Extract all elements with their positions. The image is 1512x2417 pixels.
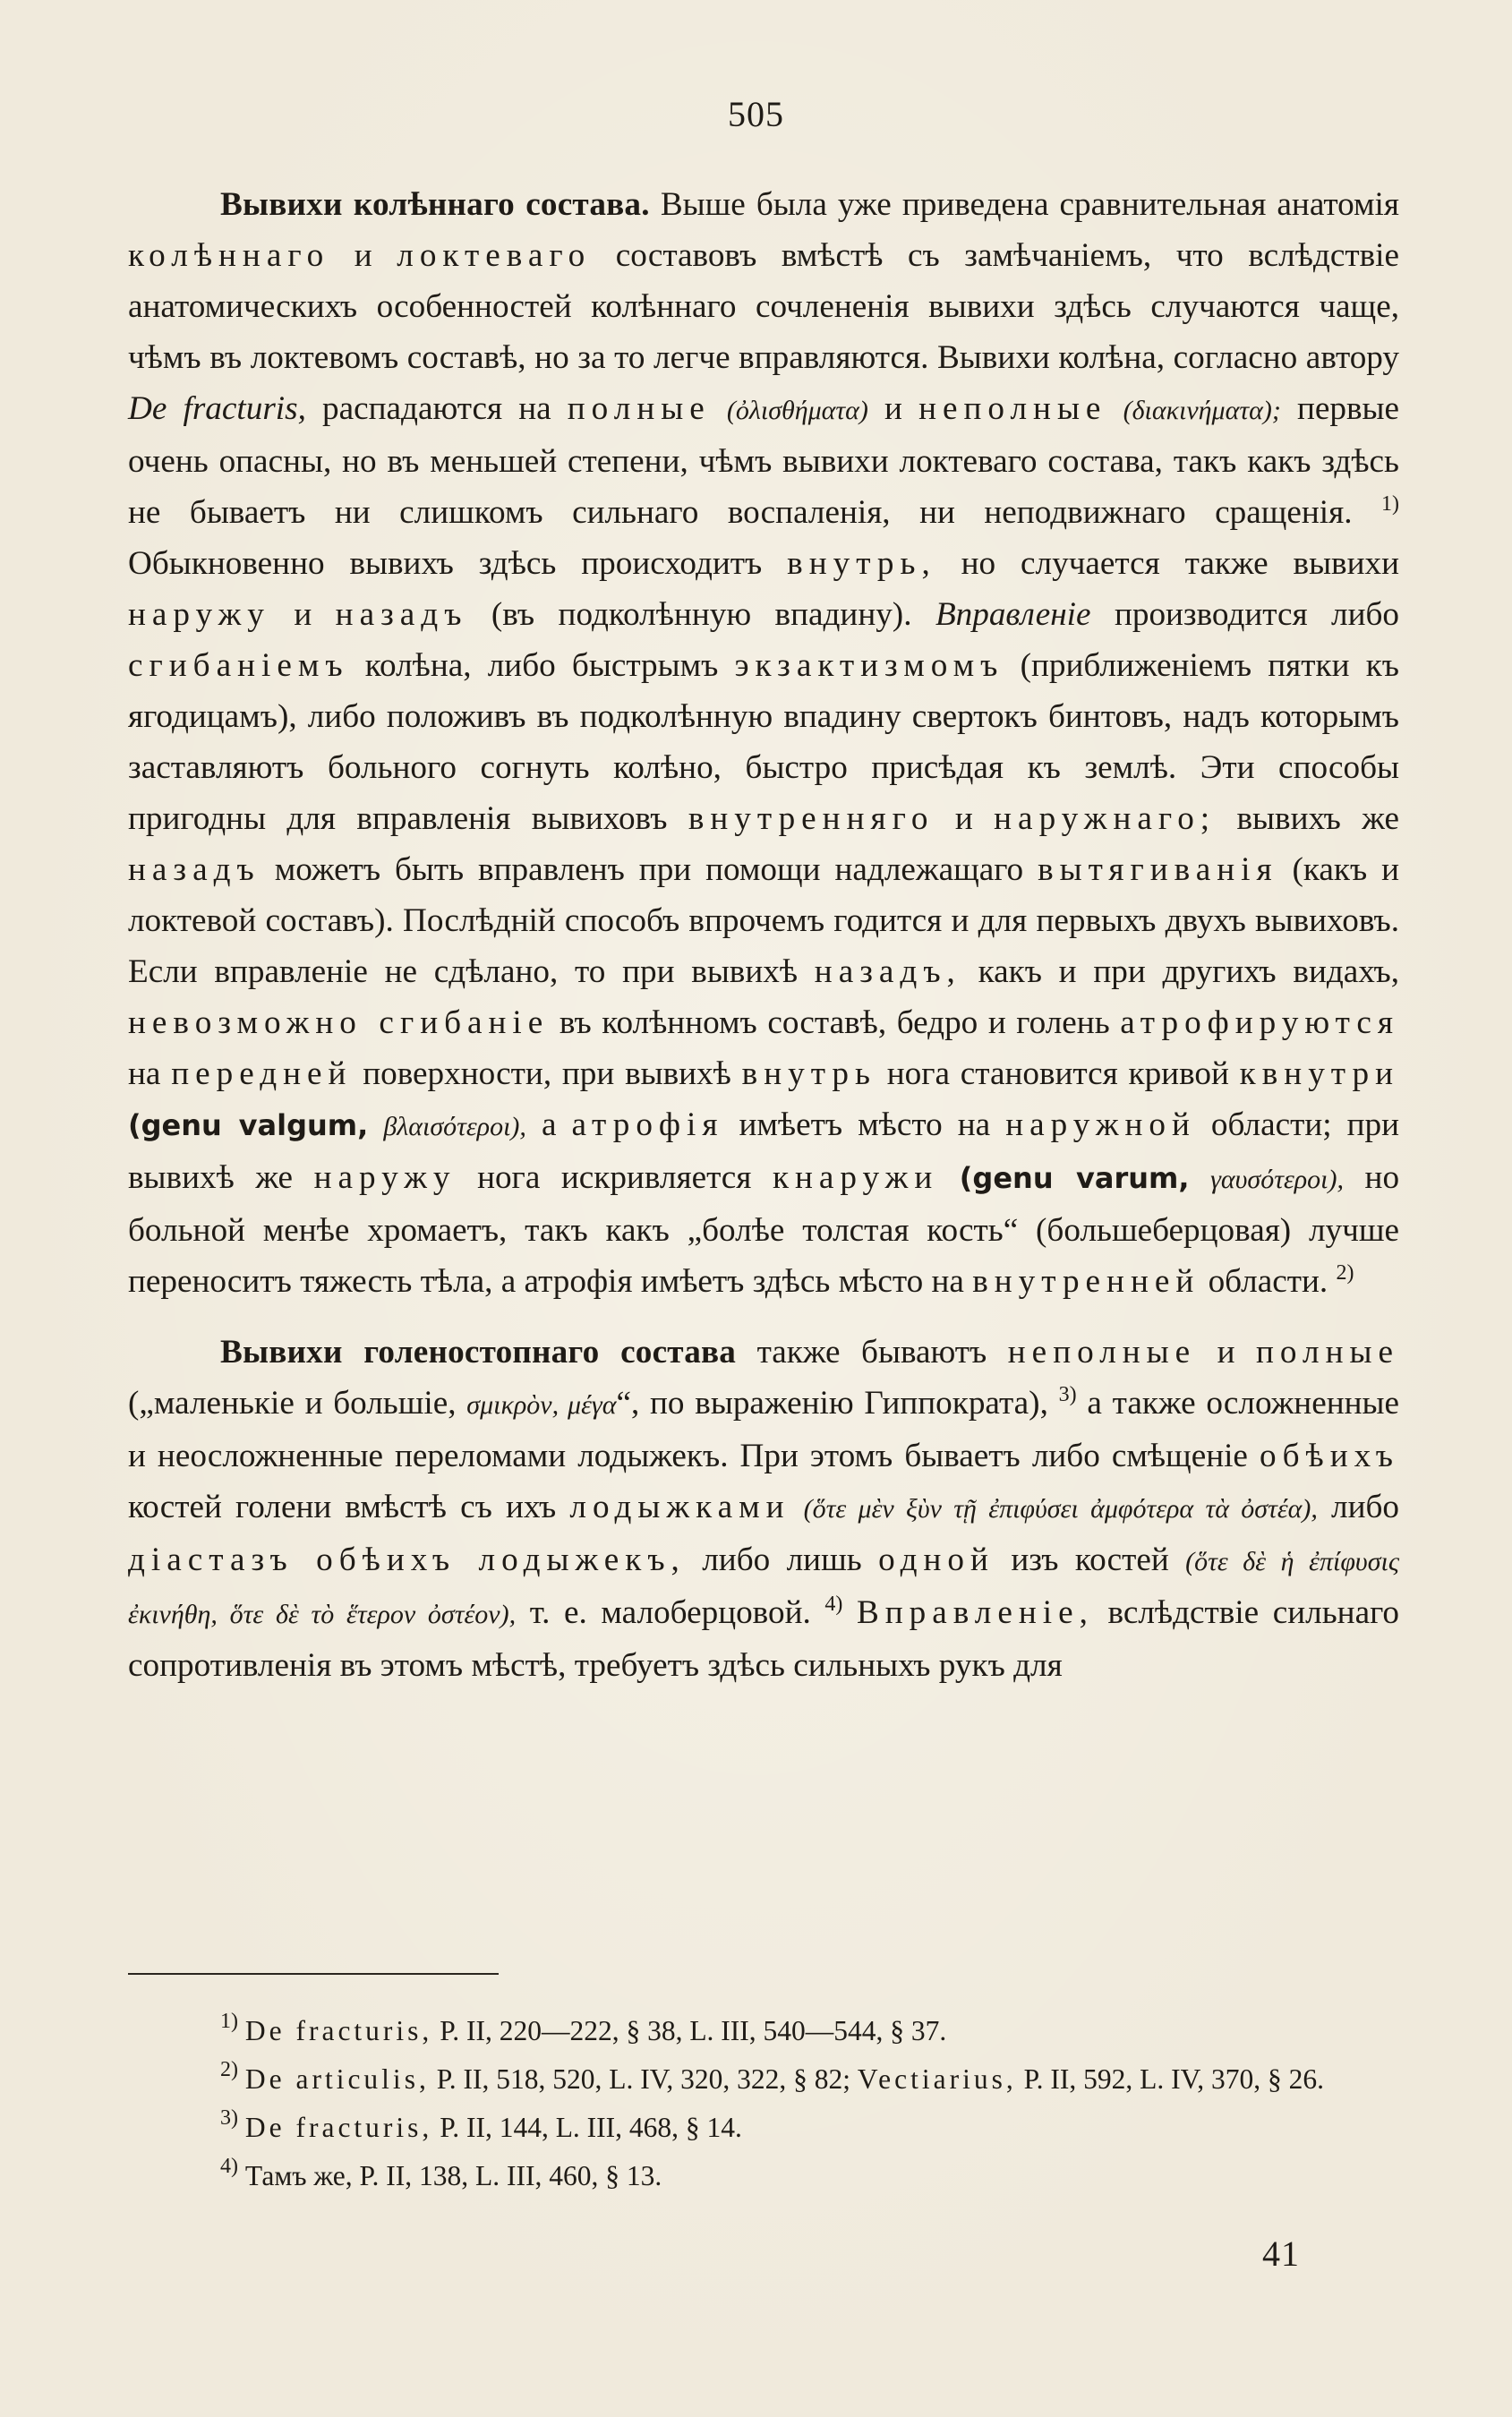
footnote-ref: 2) xyxy=(1336,1261,1354,1285)
footnotes xyxy=(128,2007,1399,2200)
paragraph-knee-dislocations: Вывихи колѣннаго состава. Выше была уже приведена сравнительная анатомія колѣннаго и локтеваго составовъ вмѣстѣ съ замѣчаніемъ, что вслѣдствіе анатомическихъ особенностей колѣннаго сочлененія вывихи здѣсь случаются чаще, чѣмъ въ локтевомъ составѣ, но за то легче вправляются. Вывихи колѣна, согласно автору De fracturis, распадаются на полные (ὀλισθήματα) и неполные (διακινήματα); первые очень опасны, но въ меньшей степени, чѣмъ вывихи локтеваго состава, такъ какъ здѣсь не бываетъ ни слишкомъ сильнаго воспаленія, ни неподвижнаго сращенія. $^{1)}$ Обыкновенно вывихъ здѣсь происходитъ внутрь, но случается также вывихи наружу и назадъ (въ подколѣнную впадину). Вправленіе производится либо сгибаніемъ колѣна, либо быстрымъ экзактизмомъ (приближеніемъ пятки къ ягодицамъ), либо положивъ въ подколѣнную впадину свертокъ бинтовъ, надъ которымъ заставляютъ больного согнуть колѣно, быстро присѣдая къ землѣ. Эти способы пригодны для вправленія вывиховъ внутренняго и наружнаго; вывихъ же назадъ можетъ быть вправленъ при помощи надлежащаго вытягиванія (какъ и локтевой составъ). Послѣдній способъ впрочемъ годится и для первыхъ двухъ вывиховъ. Если вправленіе не сдѣлано, то при вывихѣ назадъ, какъ и при другихъ видахъ, невозможно сгибаніе въ колѣнномъ составѣ, бедро и голень атрофируются на передней поверхности, при вывихѣ внутрь нога становится кривой квнутри (genu valgum, βλαισότεροι), а атрофія имѣетъ мѣсто на наружной области; при вывихѣ же наружу нога искривляется кнаружи (genu varum, γαυσότεροι), но больной менѣе хромаетъ, такъ какъ „болѣе толстая кость“ (большеберцовая) лучше переноситъ тяжесть тѣла, а атрофія имѣетъ здѣсь мѣсто на внутренней области. $^{2)}$ xyxy=(128,186,1400,1300)
signature-mark: 41 xyxy=(1262,2233,1300,2274)
paragraph-heading: Вывихи голеностопнаго состава xyxy=(220,1334,737,1371)
paragraph-heading: Вывихи колѣннаго состава. xyxy=(220,186,650,223)
footnote-ref: 4) xyxy=(824,1593,843,1616)
page-number: 505 xyxy=(728,94,784,134)
paragraph-ankle-dislocations: Вывихи голеностопнаго состава также бываютъ неполные и полные („маленькіе и большіе, σμικρὸν, μέγα“, по выраженію Гиппократа), $^{3)}$ а также осложненные и неосложненные переломами лодыжекъ. При этомъ бываетъ либо смѣщеніе обѣихъ костей голени вмѣстѣ съ ихъ лодыжками (ὅτε μὲν ξὺν τῇ ἐπιφύσει ἀμφότερα τὰ ὀστέα), либо діастазъ обѣихъ лодыжекъ, либо лишь одной изъ костей (ὅτε δὲ ἡ ἐπίφυσις ἐκινήθη, ὅτε δὲ τὸ ἕτερον ὀστέον), т. е. малоберцовой. $^{4)}$ Вправленіе, вслѣдствіе сильнаго сопротивленія въ этомъ мѣстѣ, требуетъ здѣсь сильныхъ рукъ для xyxy=(128,1334,1400,1684)
footnote-4: $^{4)}$ Тамъ же, P. II, 138, L. III, 460, § 13. xyxy=(220,2155,662,2191)
footnote-ref: 1) xyxy=(1381,492,1399,516)
footnote-divider xyxy=(128,1973,499,1975)
footnote-2: $^{2)}$ De articulis, P. II, 518, 520, L. IV, 320, 322, § 82; Vectiarius, P. II, 592, L. IV, 370, § 26. xyxy=(220,2058,1325,2095)
footnote-3: $^{3)}$ De fracturis, P. II, 144, L. III, 468, § 14. xyxy=(220,2106,742,2143)
footnote-1: $^{1)}$ De fracturis, P. II, 220—222, § 38, L. III, 540—544, § 37. xyxy=(220,2010,947,2046)
footnote-ref: 3) xyxy=(1058,1383,1077,1406)
body-text xyxy=(128,179,1399,1691)
